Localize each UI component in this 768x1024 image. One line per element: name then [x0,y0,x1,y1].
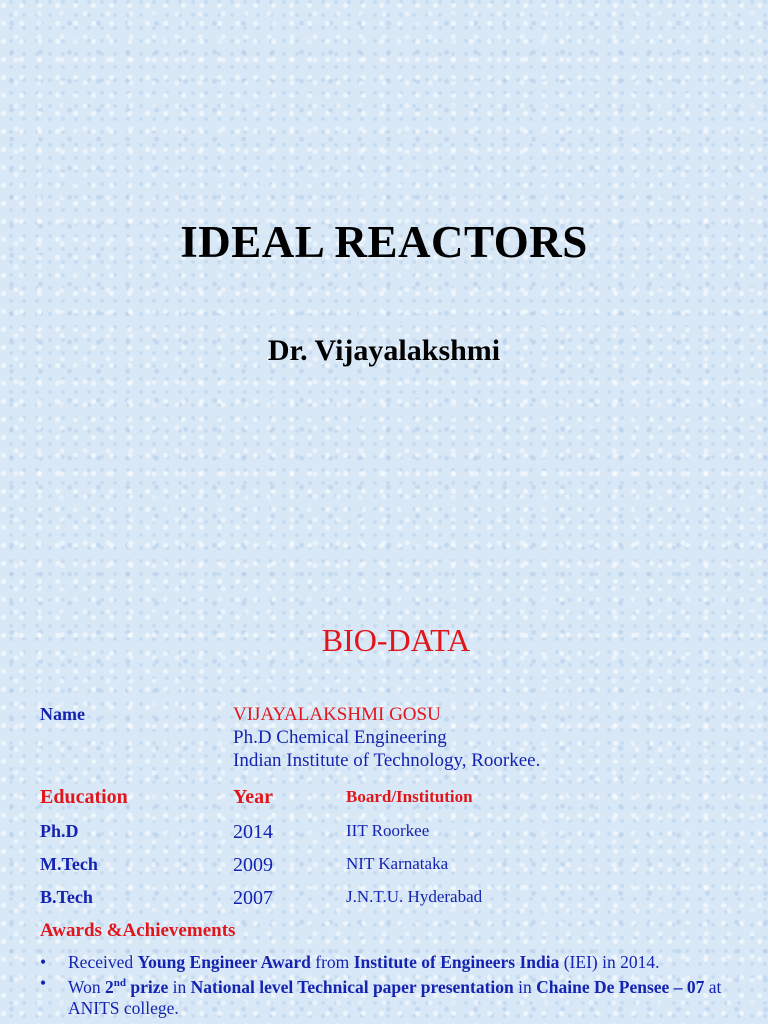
award-text: Won [68,976,105,997]
award-text: from [310,952,354,972]
list-item [40,952,760,973]
award-text: Received [68,952,138,972]
education-institution: NIT Karnataka [346,854,449,873]
award-emphasis: Young Engineer Award [137,952,311,972]
list-item [40,973,760,1019]
award-text: in [168,976,191,997]
education-year: 2007 [233,887,273,909]
name-label: Name [40,704,85,724]
awards-list [40,952,760,1019]
award-emphasis: Chaine De Pensee – 07 [536,976,705,997]
education-year: 2009 [233,854,273,876]
award-emphasis: prize [126,976,169,997]
education-degree: M.Tech [40,854,98,874]
degree-line: Ph.D Chemical Engineering [233,727,447,748]
slide-author: Dr. Vijayalakshmi [267,334,501,367]
year-header-label: Year [233,786,273,808]
institute-line: Indian Institute of Technology, Roorkee. [233,750,541,771]
institution-header-label: Board/Institution [346,787,473,806]
name-value: VIJAYALAKSHMI GOSU [233,704,441,725]
award-text: at ANITS college. [68,976,722,1018]
biodata-heading: BIO-DATA [321,622,471,658]
award-text: (IEI) in 2014. [559,952,660,972]
slide-title: IDEAL REACTORS [180,217,588,267]
award-emphasis: 2 [105,976,114,997]
education-degree: B.Tech [40,887,93,907]
award-superscript: nd [113,977,126,989]
name-block [233,703,540,772]
education-year: 2014 [233,821,273,843]
award-emphasis: Institute of Engineers India [353,952,560,972]
award-emphasis: National level Technical paper presentation [190,976,514,997]
award-text: in [513,976,537,997]
awards-label: Awards &Achievements [40,920,236,941]
education-header-label: Education [40,786,128,808]
education-degree: Ph.D [40,821,79,841]
education-institution: IIT Roorkee [346,821,430,840]
education-institution: J.N.T.U. Hyderabad [346,887,483,906]
